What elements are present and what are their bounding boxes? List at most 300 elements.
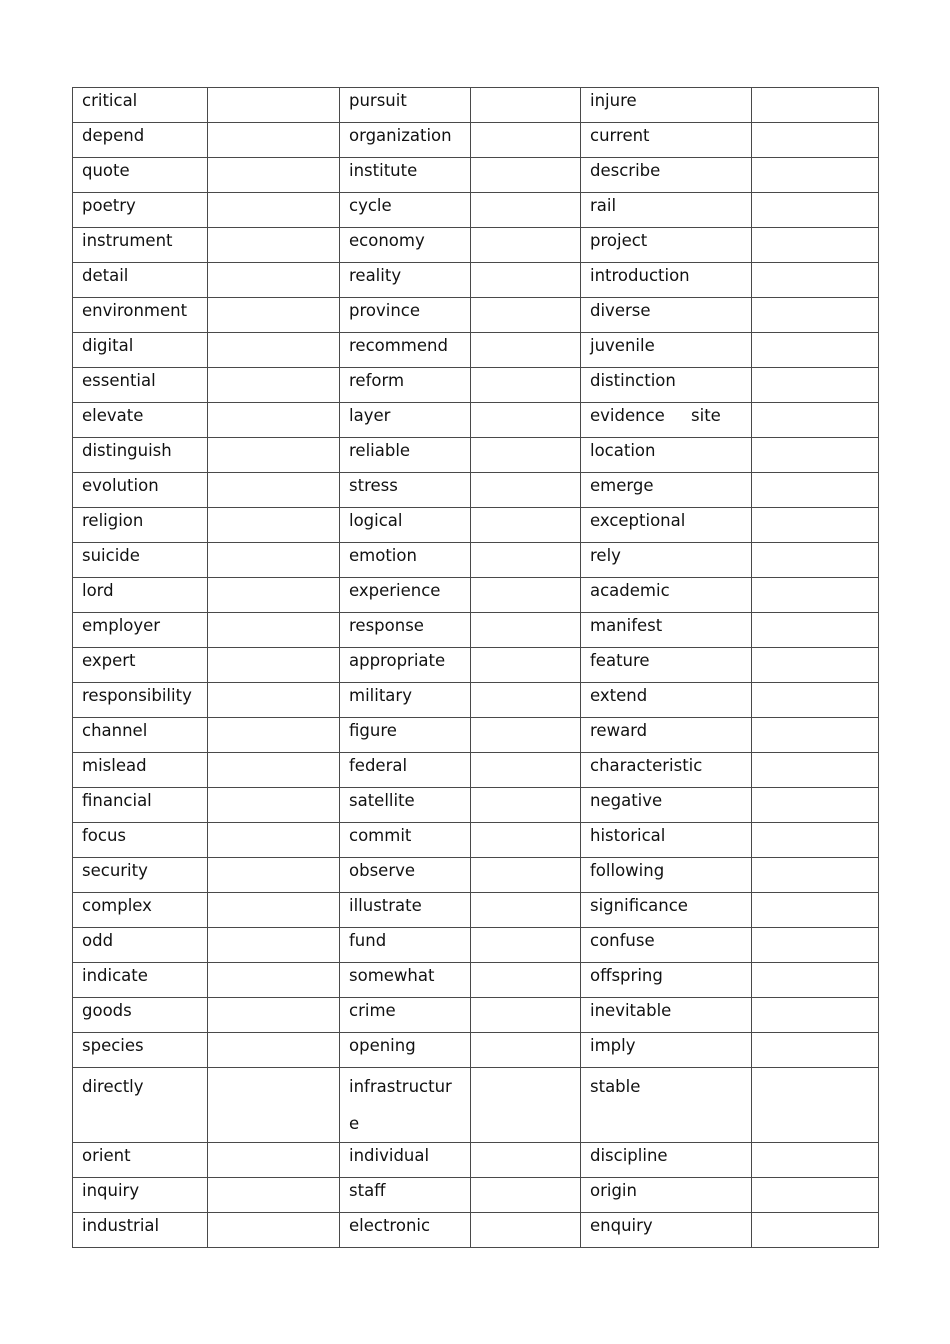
table-row	[73, 333, 879, 368]
word-cell	[340, 893, 471, 928]
word-cell	[340, 613, 471, 648]
word-text: depend	[82, 126, 145, 145]
answer-cell	[471, 1178, 581, 1213]
answer-cell	[208, 858, 340, 893]
word-text: significance	[590, 896, 688, 915]
word-text: focus	[82, 826, 127, 845]
answer-cell	[752, 1178, 879, 1213]
table-row	[73, 718, 879, 753]
word-cell	[581, 1033, 752, 1068]
answer-cell	[471, 368, 581, 403]
word-text: juvenile	[590, 336, 655, 355]
word-cell	[73, 473, 208, 508]
word-cell	[340, 998, 471, 1033]
word-text: opening	[349, 1036, 416, 1055]
word-cell	[73, 298, 208, 333]
word-text: layer	[349, 406, 391, 425]
word-cell	[340, 473, 471, 508]
answer-cell	[208, 333, 340, 368]
word-cell	[581, 1068, 752, 1143]
table-row	[73, 753, 879, 788]
answer-cell	[471, 683, 581, 718]
answer-cell	[752, 228, 879, 263]
answer-cell	[752, 193, 879, 228]
table-row	[73, 263, 879, 298]
word-cell	[73, 1143, 208, 1178]
word-cell	[581, 963, 752, 998]
word-cell	[581, 298, 752, 333]
answer-cell	[208, 368, 340, 403]
word-text: environment	[82, 301, 188, 320]
word-cell	[581, 928, 752, 963]
word-text: complex	[82, 896, 152, 915]
answer-cell	[208, 613, 340, 648]
word-text: orient	[82, 1146, 131, 1165]
table-row	[73, 158, 879, 193]
word-text: cycle	[349, 196, 392, 215]
word-text: instrument	[82, 231, 173, 250]
table-row	[73, 928, 879, 963]
word-cell	[340, 368, 471, 403]
word-text: staff	[349, 1181, 386, 1200]
word-text: indicate	[82, 966, 148, 985]
word-text: inquiry	[82, 1181, 140, 1200]
word-text: economy	[349, 231, 425, 250]
answer-cell	[752, 893, 879, 928]
answer-cell	[208, 158, 340, 193]
word-cell	[73, 683, 208, 718]
word-cell	[581, 158, 752, 193]
answer-cell	[752, 473, 879, 508]
word-text: channel	[82, 721, 148, 740]
answer-cell	[471, 823, 581, 858]
word-text: characteristic	[590, 756, 703, 775]
word-text: province	[349, 301, 421, 320]
word-text: somewhat	[349, 966, 435, 985]
word-cell	[340, 648, 471, 683]
word-text: electronic	[349, 1216, 431, 1235]
answer-cell	[471, 88, 581, 123]
word-cell	[73, 718, 208, 753]
answer-cell	[471, 403, 581, 438]
table-row	[73, 683, 879, 718]
word-text: detail	[82, 266, 129, 285]
word-cell	[73, 263, 208, 298]
word-text: quote	[82, 161, 130, 180]
answer-cell	[471, 228, 581, 263]
word-text: lord	[82, 581, 114, 600]
answer-cell	[208, 263, 340, 298]
word-cell	[581, 88, 752, 123]
word-cell	[340, 1213, 471, 1248]
answer-cell	[752, 963, 879, 998]
answer-cell	[471, 1213, 581, 1248]
word-text: distinguish	[82, 441, 172, 460]
table-row	[73, 893, 879, 928]
word-cell	[581, 683, 752, 718]
table-row	[73, 368, 879, 403]
vocabulary-table	[72, 87, 879, 1248]
word-cell	[581, 228, 752, 263]
word-text: following	[590, 861, 665, 880]
word-cell	[340, 438, 471, 473]
word-cell	[581, 613, 752, 648]
word-text: security	[82, 861, 148, 880]
word-cell	[581, 718, 752, 753]
word-text: appropriate	[349, 651, 446, 670]
word-cell	[581, 123, 752, 158]
answer-cell	[752, 158, 879, 193]
word-text: reform	[349, 371, 405, 390]
word-text: recommend	[349, 336, 448, 355]
table-row	[73, 998, 879, 1033]
word-text: offspring	[590, 966, 663, 985]
word-cell	[581, 1143, 752, 1178]
answer-cell	[208, 123, 340, 158]
word-cell	[340, 753, 471, 788]
vocabulary-table-body	[73, 88, 879, 1248]
answer-cell	[471, 123, 581, 158]
word-cell	[73, 613, 208, 648]
word-text: critical	[82, 91, 138, 110]
answer-cell	[471, 263, 581, 298]
word-cell	[73, 368, 208, 403]
answer-cell	[208, 543, 340, 578]
word-cell	[581, 193, 752, 228]
word-text: emerge	[590, 476, 654, 495]
word-text: negative	[590, 791, 663, 810]
answer-cell	[208, 998, 340, 1033]
answer-cell	[471, 858, 581, 893]
word-text: response	[349, 616, 424, 635]
word-text: individual	[349, 1146, 430, 1165]
word-cell	[340, 1033, 471, 1068]
answer-cell	[471, 893, 581, 928]
table-row	[73, 823, 879, 858]
word-text: financial	[82, 791, 152, 810]
answer-cell	[752, 333, 879, 368]
word-text: academic	[590, 581, 670, 600]
word-text: essential	[82, 371, 156, 390]
word-cell	[581, 858, 752, 893]
word-text: rail	[590, 196, 617, 215]
word-cell	[73, 963, 208, 998]
answer-cell	[208, 193, 340, 228]
word-cell	[581, 1213, 752, 1248]
answer-cell	[471, 578, 581, 613]
word-text: mislead	[82, 756, 147, 775]
answer-cell	[208, 298, 340, 333]
word-text: origin	[590, 1181, 637, 1200]
word-cell	[340, 963, 471, 998]
word-text: rely	[590, 546, 621, 565]
word-cell	[581, 543, 752, 578]
answer-cell	[471, 473, 581, 508]
word-cell	[340, 158, 471, 193]
answer-cell	[208, 88, 340, 123]
answer-cell	[752, 543, 879, 578]
word-text: experience	[349, 581, 441, 600]
word-cell	[340, 333, 471, 368]
answer-cell	[752, 928, 879, 963]
answer-cell	[471, 1143, 581, 1178]
word-cell	[73, 753, 208, 788]
word-text: distinction	[590, 371, 676, 390]
word-cell	[340, 823, 471, 858]
answer-cell	[208, 963, 340, 998]
table-row	[73, 1068, 879, 1143]
word-text: stress	[349, 476, 398, 495]
word-cell	[581, 263, 752, 298]
word-cell	[581, 823, 752, 858]
answer-cell	[208, 718, 340, 753]
word-cell	[581, 648, 752, 683]
word-text: institute	[349, 161, 418, 180]
answer-cell	[208, 683, 340, 718]
word-cell	[581, 753, 752, 788]
word-cell	[73, 648, 208, 683]
answer-cell	[471, 1033, 581, 1068]
word-cell	[73, 823, 208, 858]
answer-cell	[752, 648, 879, 683]
word-text: stable	[590, 1077, 641, 1096]
word-text: injure	[590, 91, 637, 110]
table-row	[73, 88, 879, 123]
word-cell	[340, 1068, 471, 1143]
word-text: responsibility	[82, 686, 192, 705]
table-row	[73, 438, 879, 473]
word-cell	[340, 683, 471, 718]
word-text: digital	[82, 336, 134, 355]
answer-cell	[752, 998, 879, 1033]
answer-cell	[752, 1143, 879, 1178]
word-cell	[73, 543, 208, 578]
word-cell	[73, 928, 208, 963]
word-cell	[581, 1178, 752, 1213]
answer-cell	[471, 298, 581, 333]
word-text: project	[590, 231, 648, 250]
answer-cell	[752, 438, 879, 473]
answer-cell	[752, 578, 879, 613]
word-text: goods	[82, 1001, 132, 1020]
word-cell	[581, 893, 752, 928]
answer-cell	[752, 1068, 879, 1143]
word-text: exceptional	[590, 511, 686, 530]
word-text: species	[82, 1036, 144, 1055]
word-text: reality	[349, 266, 402, 285]
word-text: commit	[349, 826, 412, 845]
word-text: imply	[590, 1036, 636, 1055]
answer-cell	[752, 858, 879, 893]
word-cell	[73, 228, 208, 263]
answer-cell	[752, 788, 879, 823]
answer-cell	[208, 1068, 340, 1143]
word-cell	[73, 788, 208, 823]
answer-cell	[752, 123, 879, 158]
word-text: emotion	[349, 546, 417, 565]
word-text: confuse	[590, 931, 655, 950]
table-row	[73, 1213, 879, 1248]
word-text: pursuit	[349, 91, 407, 110]
word-cell	[73, 88, 208, 123]
answer-cell	[752, 263, 879, 298]
word-text: evolution	[82, 476, 159, 495]
table-row	[73, 473, 879, 508]
word-text: odd	[82, 931, 114, 950]
answer-cell	[752, 823, 879, 858]
word-cell	[340, 88, 471, 123]
answer-cell	[208, 403, 340, 438]
word-text: federal	[349, 756, 408, 775]
word-cell	[340, 1143, 471, 1178]
word-cell	[340, 928, 471, 963]
word-cell	[340, 123, 471, 158]
answer-cell	[208, 508, 340, 543]
word-text: manifest	[590, 616, 663, 635]
word-cell	[73, 438, 208, 473]
answer-cell	[752, 753, 879, 788]
word-cell	[340, 858, 471, 893]
word-cell	[340, 298, 471, 333]
word-text: military	[349, 686, 412, 705]
word-cell	[73, 1178, 208, 1213]
answer-cell	[471, 333, 581, 368]
word-cell	[73, 508, 208, 543]
answer-cell	[208, 1033, 340, 1068]
word-text: organization	[349, 126, 452, 145]
word-text: location	[590, 441, 656, 460]
answer-cell	[471, 543, 581, 578]
answer-cell	[752, 613, 879, 648]
word-cell	[73, 998, 208, 1033]
word-text: expert	[82, 651, 136, 670]
word-text: historical	[590, 826, 666, 845]
word-cell	[581, 788, 752, 823]
word-cell	[340, 578, 471, 613]
word-cell	[340, 1178, 471, 1213]
answer-cell	[208, 823, 340, 858]
answer-cell	[208, 1213, 340, 1248]
table-row	[73, 1178, 879, 1213]
answer-cell	[471, 788, 581, 823]
answer-cell	[208, 648, 340, 683]
word-cell	[73, 893, 208, 928]
answer-cell	[752, 718, 879, 753]
answer-cell	[752, 403, 879, 438]
word-text: satellite	[349, 791, 415, 810]
answer-cell	[471, 158, 581, 193]
answer-cell	[471, 928, 581, 963]
word-cell	[73, 1033, 208, 1068]
word-text: industrial	[82, 1216, 160, 1235]
word-cell	[581, 368, 752, 403]
answer-cell	[208, 1178, 340, 1213]
word-cell	[340, 263, 471, 298]
table-row	[73, 1143, 879, 1178]
word-cell	[340, 543, 471, 578]
word-text: figure	[349, 721, 397, 740]
word-cell	[340, 403, 471, 438]
answer-cell	[208, 753, 340, 788]
word-text: diverse	[590, 301, 651, 320]
word-cell	[581, 998, 752, 1033]
table-row	[73, 648, 879, 683]
word-text: religion	[82, 511, 144, 530]
word-text: employer	[82, 616, 161, 635]
word-cell	[340, 718, 471, 753]
answer-cell	[471, 438, 581, 473]
answer-cell	[752, 298, 879, 333]
word-text: evidence site	[590, 406, 721, 425]
word-text: introduction	[590, 266, 690, 285]
answer-cell	[752, 1213, 879, 1248]
word-text: suicide	[82, 546, 140, 565]
table-row	[73, 193, 879, 228]
answer-cell	[208, 1143, 340, 1178]
answer-cell	[471, 508, 581, 543]
answer-cell	[208, 228, 340, 263]
table-row	[73, 508, 879, 543]
answer-cell	[471, 963, 581, 998]
answer-cell	[752, 683, 879, 718]
word-text: crime	[349, 1001, 396, 1020]
word-cell	[73, 1213, 208, 1248]
answer-cell	[208, 893, 340, 928]
answer-cell	[471, 193, 581, 228]
word-cell	[73, 193, 208, 228]
word-cell	[73, 123, 208, 158]
answer-cell	[208, 578, 340, 613]
word-cell	[340, 788, 471, 823]
answer-cell	[752, 368, 879, 403]
word-text: reliable	[349, 441, 411, 460]
table-row	[73, 613, 879, 648]
word-text: infrastructure	[349, 1077, 452, 1133]
word-cell	[581, 438, 752, 473]
answer-cell	[752, 1033, 879, 1068]
word-cell	[340, 193, 471, 228]
table-row	[73, 403, 879, 438]
word-cell	[73, 858, 208, 893]
answer-cell	[471, 718, 581, 753]
word-text: observe	[349, 861, 416, 880]
answer-cell	[471, 753, 581, 788]
answer-cell	[752, 508, 879, 543]
table-row	[73, 578, 879, 613]
word-cell	[581, 333, 752, 368]
answer-cell	[208, 788, 340, 823]
word-text: extend	[590, 686, 648, 705]
answer-cell	[471, 648, 581, 683]
table-row	[73, 963, 879, 998]
word-text: reward	[590, 721, 648, 740]
word-cell	[340, 228, 471, 263]
word-text: feature	[590, 651, 650, 670]
word-text: discipline	[590, 1146, 668, 1165]
table-row	[73, 543, 879, 578]
word-cell	[581, 578, 752, 613]
word-cell	[73, 333, 208, 368]
word-cell	[340, 508, 471, 543]
answer-cell	[471, 613, 581, 648]
answer-cell	[752, 88, 879, 123]
word-text: current	[590, 126, 650, 145]
word-text: describe	[590, 161, 661, 180]
word-cell	[73, 158, 208, 193]
word-cell	[581, 473, 752, 508]
word-cell	[73, 578, 208, 613]
table-row	[73, 298, 879, 333]
